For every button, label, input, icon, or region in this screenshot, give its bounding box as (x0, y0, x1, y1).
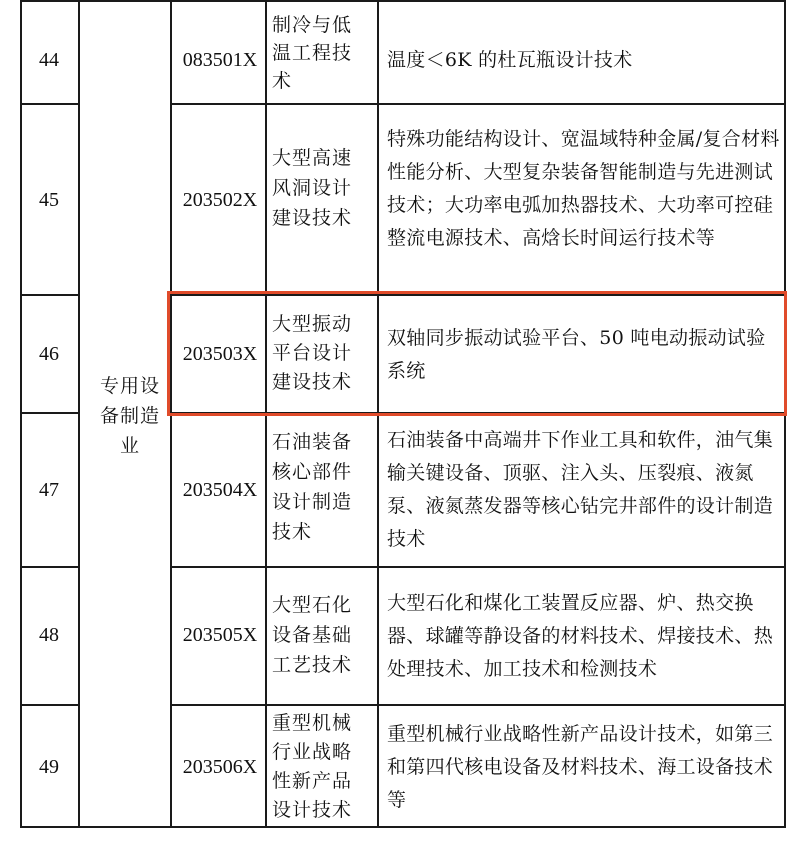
tech-field: 大型高速风洞设计建设技术 (272, 147, 353, 229)
tech-description: 温度＜6K 的杜瓦瓶设计技术 (387, 49, 633, 71)
tech-code: 203506X (182, 756, 258, 778)
tech-description: 重型机械行业战略性新产品设计技术，如第三和第四代核电设备及材料技术、海工设备技术等 (387, 723, 774, 811)
sector-cell: 专用设备制造业 (99, 375, 160, 457)
tech-field: 制冷与低温工程技术 (272, 14, 353, 92)
row-line-44-45 (170, 103, 786, 105)
tech-description: 大型石化和煤化工装置反应器、炉、热交换器、球罐等静设备的材料技术、焊接技术、热处理技术、加工技术和检测技术 (387, 592, 774, 680)
row-number: 49 (39, 756, 59, 778)
row-line-top (20, 0, 786, 2)
row-line-44-45 (20, 103, 78, 105)
tech-field: 大型振动平台设计建设技术 (272, 313, 353, 393)
row-number: 44 (39, 49, 59, 71)
row-number: 47 (39, 479, 59, 501)
row-number: 48 (39, 624, 59, 646)
tech-code: 203504X (182, 479, 258, 501)
row-number: 46 (39, 343, 59, 365)
row-line-47-48 (20, 566, 78, 568)
row-line-48-49 (170, 704, 786, 706)
row-number: 45 (39, 189, 59, 211)
row-line-45-46 (20, 294, 78, 296)
row-line-46-47 (20, 412, 78, 414)
tech-field: 大型石化设备基础工艺技术 (272, 594, 353, 676)
highlight-box (167, 291, 787, 416)
tech-description: 石油装备中高端井下作业工具和软件，油气集输关键设备、顶驱、注入头、压裂痕、液氮泵、液氮蒸发器等核心钻完井部件的设计制造技术 (387, 429, 774, 550)
tech-code: 203503X (182, 343, 258, 365)
tech-description: 双轴同步振动试验平台、50 吨电动振动试验系统 (387, 327, 766, 382)
tech-code: 203505X (182, 624, 258, 646)
col-line-1 (78, 0, 80, 828)
tech-description: 特殊功能结构设计、宽温域特种金属/复合材料性能分析、大型复杂装备智能制造与先进测试技术；大功率电弧加热器技术、大功率可控硅整流电源技术、高焓长时间运行技术等 (387, 128, 780, 249)
tech-field: 重型机械行业战略性新产品设计技术 (272, 712, 353, 821)
tech-code: 083501X (182, 49, 258, 71)
tech-code: 203502X (182, 189, 258, 211)
row-line-48-49 (20, 704, 78, 706)
row-line-bottom (20, 826, 786, 828)
row-line-47-48 (170, 566, 786, 568)
tech-field: 石油装备核心部件设计制造技术 (272, 431, 353, 543)
